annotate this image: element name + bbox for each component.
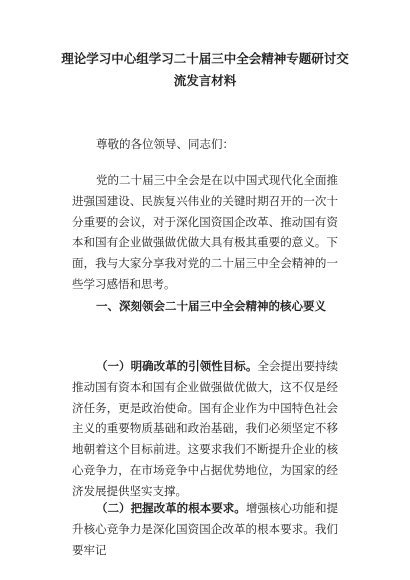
point-1-paragraph <box>72 356 338 502</box>
section-heading-1: 一、深刻领会二十届三中全会精神的核心要义 <box>96 299 326 313</box>
point-1-body: 全会提出要持续推动国有资本和国有企业做强做优做大，这不仅是经济任务，更是政治使命。国有企业作为中国特色社会主义的重要物质基础和政治基础，我们必须坚定不移地朝着这个目标前进。这要求我们不断提升企业的核心竞争力，在市场竞争中占据优势地位，为国家的经济发展提供坚实支撑。 <box>72 359 339 498</box>
salutation: 尊敬的各位领导、同志们： <box>96 137 234 151</box>
document-title: 理论学习中心组学习二十届三中全会精神专题研讨交流发言材料 <box>61 51 349 88</box>
point-1-lead: （一）明确改革的引领性目标。 <box>96 359 258 373</box>
point-2-lead: （二）把握改革的根本要求。 <box>96 501 246 515</box>
point-2-paragraph <box>72 498 338 560</box>
point-2-body: 增强核心功能和提升核心竞争力是深化国资国企改革的根本要求。我们要牢记 <box>72 501 339 557</box>
intro-paragraph: 党的二十届三中全会是在以中国式现代化全面推进强国建设、民族复兴伟业的关键时期召开的一次十分重要的会议，对于深化国资国企改革、推动国有资本和国有企业做强做优做大具有极其重要的意义。下面，我与大家分享我对党的二十届三中全会精神的一些学习感悟和思考。 <box>72 173 338 291</box>
